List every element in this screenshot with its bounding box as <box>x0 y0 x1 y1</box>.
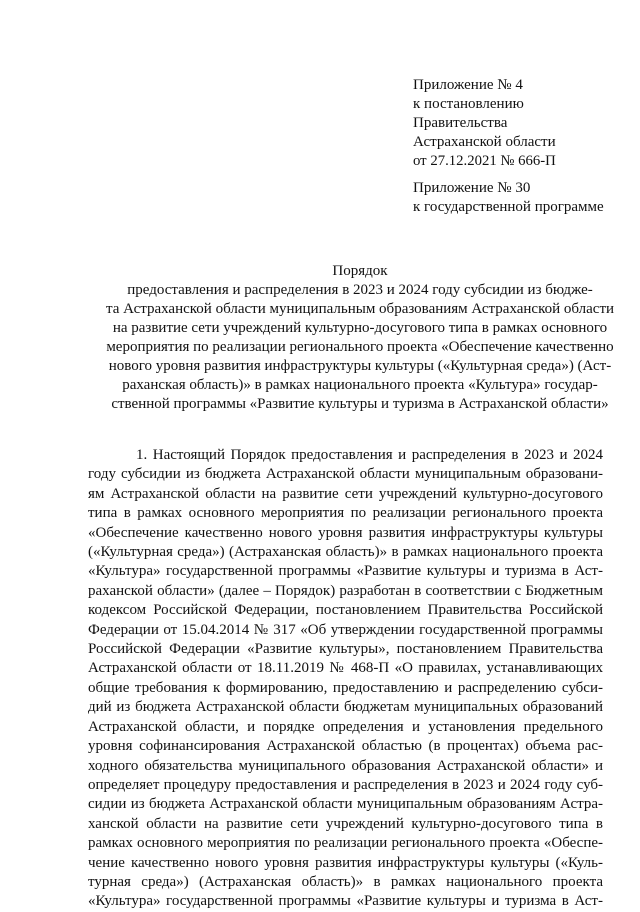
paragraph-line: кодексом Российской Федерации, постановлением Правительства Российской <box>88 602 603 619</box>
paragraph-line: общие требования к формированию, предоставлению и распределению субси- <box>88 679 603 696</box>
document-title <box>80 262 640 414</box>
paragraph-line: «Культура» государственной программы «Развитие культуры и туризма в Аст- <box>88 893 603 910</box>
paragraph-line: 1. Настоящий Порядок предоставления и распределения в 2023 и 2024 <box>136 447 603 463</box>
appendix-line: к государственной программе <box>413 199 604 215</box>
paragraph-line: уровня софинансирования Астраханской областью (в процентах) объема рас- <box>88 738 603 755</box>
paragraph-1 <box>88 446 603 912</box>
paragraph-line: ходного обязательства муниципального образования Астраханской области» и <box>88 757 603 774</box>
paragraph-line: дий из бюджета Астраханской области бюджетам муниципальных образований <box>88 699 603 716</box>
title-line: мероприятия по реализации регионального проекта «Обеспечение качественно <box>106 339 614 355</box>
paragraph-line: году субсидии из бюджета Астраханской области муниципальным образовани- <box>88 466 603 483</box>
paragraph-line: чение качественно нового уровня развития инфраструктуры культуры («Куль- <box>88 854 603 871</box>
appendix-line: от 27.12.2021 № 666-П <box>413 153 556 169</box>
paragraph-line: «Обеспечение качественно нового уровня развития инфраструктуры культуры <box>88 524 603 541</box>
paragraph-line: Федерации от 15.04.2014 № 317 «Об утверждении государственной программы <box>88 621 603 638</box>
paragraph-line: сидии из бюджета Астраханской области муниципальным образованиям Астра- <box>88 796 603 813</box>
paragraph-line: турная среда») (Астраханская область)» в рамках национального проекта <box>88 873 603 890</box>
paragraph-line: раханской области» (далее – Порядок) разработан в соответствии с Бюджетным <box>88 582 603 599</box>
title-line: на развитие сети учреждений культурно-досугового типа в рамках основного <box>112 320 608 336</box>
paragraph-line: Астраханской области, и порядке определения и установления предельного <box>88 718 603 735</box>
paragraph-line: Российской Федерации «Развитие культуры», постановлением Правительства <box>88 641 603 658</box>
title-line: ственной программы «Развитие культуры и туризма в Астраханской области» <box>111 396 609 412</box>
appendix-line: Приложение № 30 <box>413 180 531 196</box>
paragraph-line: ям Астраханской области на развитие сети учреждений культурно-досугового <box>88 485 603 502</box>
appendix-line: Правительства <box>413 115 508 131</box>
appendix-reference-program <box>413 179 604 217</box>
appendix-line: Астраханской области <box>413 134 556 150</box>
paragraph-line: ханской области на развитие сети учреждений культурно-досугового типа в <box>88 815 603 832</box>
paragraph-line: определяет процедуру предоставления и распределения в 2023 и 2024 году суб- <box>88 776 603 793</box>
title-line: та Астраханской области муниципальным образованиям Астраханской области <box>105 301 615 317</box>
appendix-line: к постановлению <box>413 96 524 112</box>
title-heading: Порядок <box>332 263 388 279</box>
paragraph-line: типа в рамках основного мероприятия по реализации регионального проекта <box>88 505 603 522</box>
appendix-line: Приложение № 4 <box>413 77 523 93</box>
title-line: раханская область)» в рамках национального проекта «Культура» государ- <box>122 377 598 393</box>
paragraph-line: «Культура» государственной программы «Развитие культуры и туризма в Аст- <box>88 563 603 580</box>
paragraph-line: («Культурная среда») (Астраханская область)» в рамках национального проекта <box>88 544 603 561</box>
paragraph-line: рамках основного мероприятия по реализации регионального проекта «Обеспе- <box>88 835 603 852</box>
title-line: предоставления и распределения в 2023 и 2024 году субсидии из бюдже- <box>127 282 593 298</box>
title-line: нового уровня развития инфраструктуры культуры («Культурная среда») (Аст- <box>108 358 612 374</box>
appendix-reference-resolution <box>413 76 556 171</box>
paragraph-line: Астраханской области от 18.11.2019 № 468-П «О правилах, устанавливающих <box>88 660 603 677</box>
